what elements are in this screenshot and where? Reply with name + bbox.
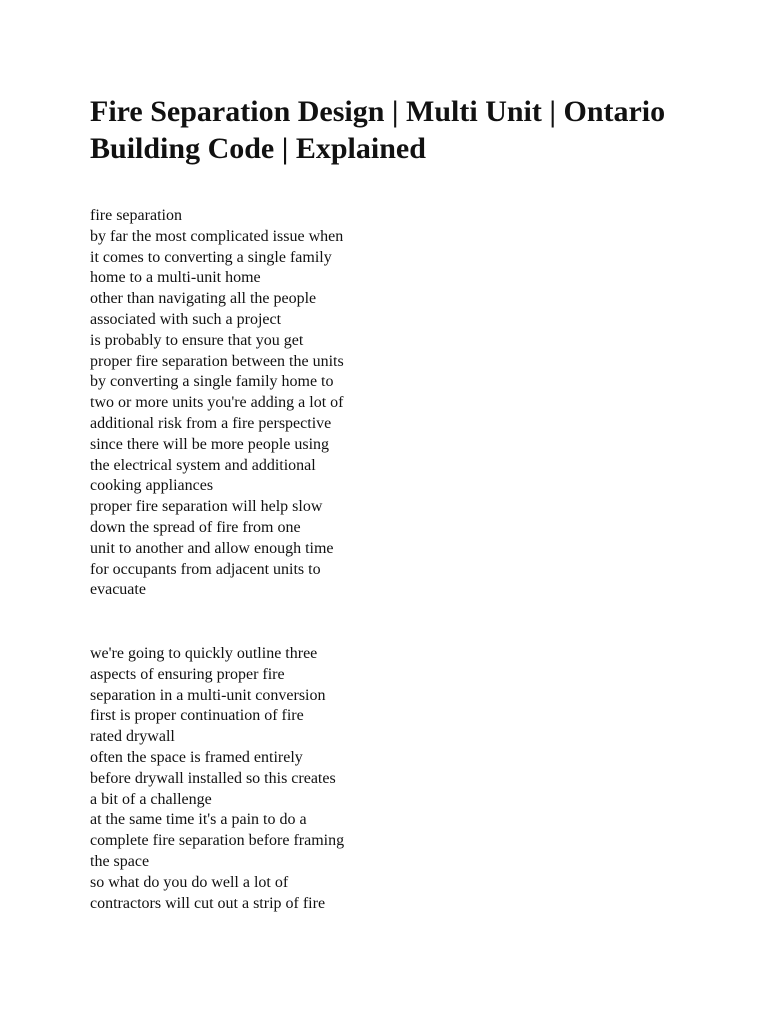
text-line: by converting a single family home to bbox=[90, 373, 334, 391]
text-line: other than navigating all the people bbox=[90, 290, 317, 308]
text-line: for occupants from adjacent units to bbox=[90, 560, 321, 578]
text-line: is probably to ensure that you get bbox=[90, 331, 304, 349]
text-line: unit to another and allow enough time bbox=[90, 539, 334, 557]
text-line: down the spread of fire from one bbox=[90, 518, 301, 536]
text-line: the electrical system and additional bbox=[90, 456, 316, 474]
text-line: associated with such a project bbox=[90, 310, 282, 328]
text-line: separation in a multi-unit conversion bbox=[90, 686, 326, 704]
text-line: complete fire separation before framing bbox=[90, 832, 345, 850]
text-line: proper fire separation between the units bbox=[90, 352, 344, 370]
text-line: contractors will cut out a strip of fire bbox=[90, 894, 326, 912]
text-line: so what do you do well a lot of bbox=[90, 873, 289, 891]
paragraph-fire-separation-intro bbox=[90, 206, 410, 601]
text-line: by far the most complicated issue when bbox=[90, 227, 344, 245]
text-line: it comes to converting a single family bbox=[90, 248, 332, 266]
text-line: the space bbox=[90, 852, 150, 870]
text-line: since there will be more people using bbox=[90, 435, 330, 453]
text-line: two or more units you're adding a lot of bbox=[90, 394, 344, 412]
text-line: at the same time it's a pain to do a bbox=[90, 811, 307, 829]
text-line: fire separation bbox=[90, 207, 182, 224]
text-line: before drywall installed so this creates bbox=[90, 769, 336, 787]
paragraph-three-aspects bbox=[90, 644, 410, 914]
text-line: additional risk from a fire perspective bbox=[90, 414, 332, 432]
text-line: often the space is framed entirely bbox=[90, 748, 303, 766]
text-line: rated drywall bbox=[90, 728, 175, 746]
document-title bbox=[90, 93, 710, 167]
text-line: a bit of a challenge bbox=[90, 790, 212, 808]
text-line: we're going to quickly outline three bbox=[90, 645, 318, 662]
text-line: home to a multi-unit home bbox=[90, 269, 261, 287]
text-line: evacuate bbox=[90, 581, 146, 599]
text-line: proper fire separation will help slow bbox=[90, 498, 323, 516]
title-line: Building Code | Explained bbox=[90, 132, 426, 165]
text-line: first is proper continuation of fire bbox=[90, 707, 304, 725]
title-line: Fire Separation Design | Multi Unit | Ontario bbox=[90, 95, 666, 128]
text-line: aspects of ensuring proper fire bbox=[90, 665, 285, 683]
text-line: cooking appliances bbox=[90, 477, 214, 495]
